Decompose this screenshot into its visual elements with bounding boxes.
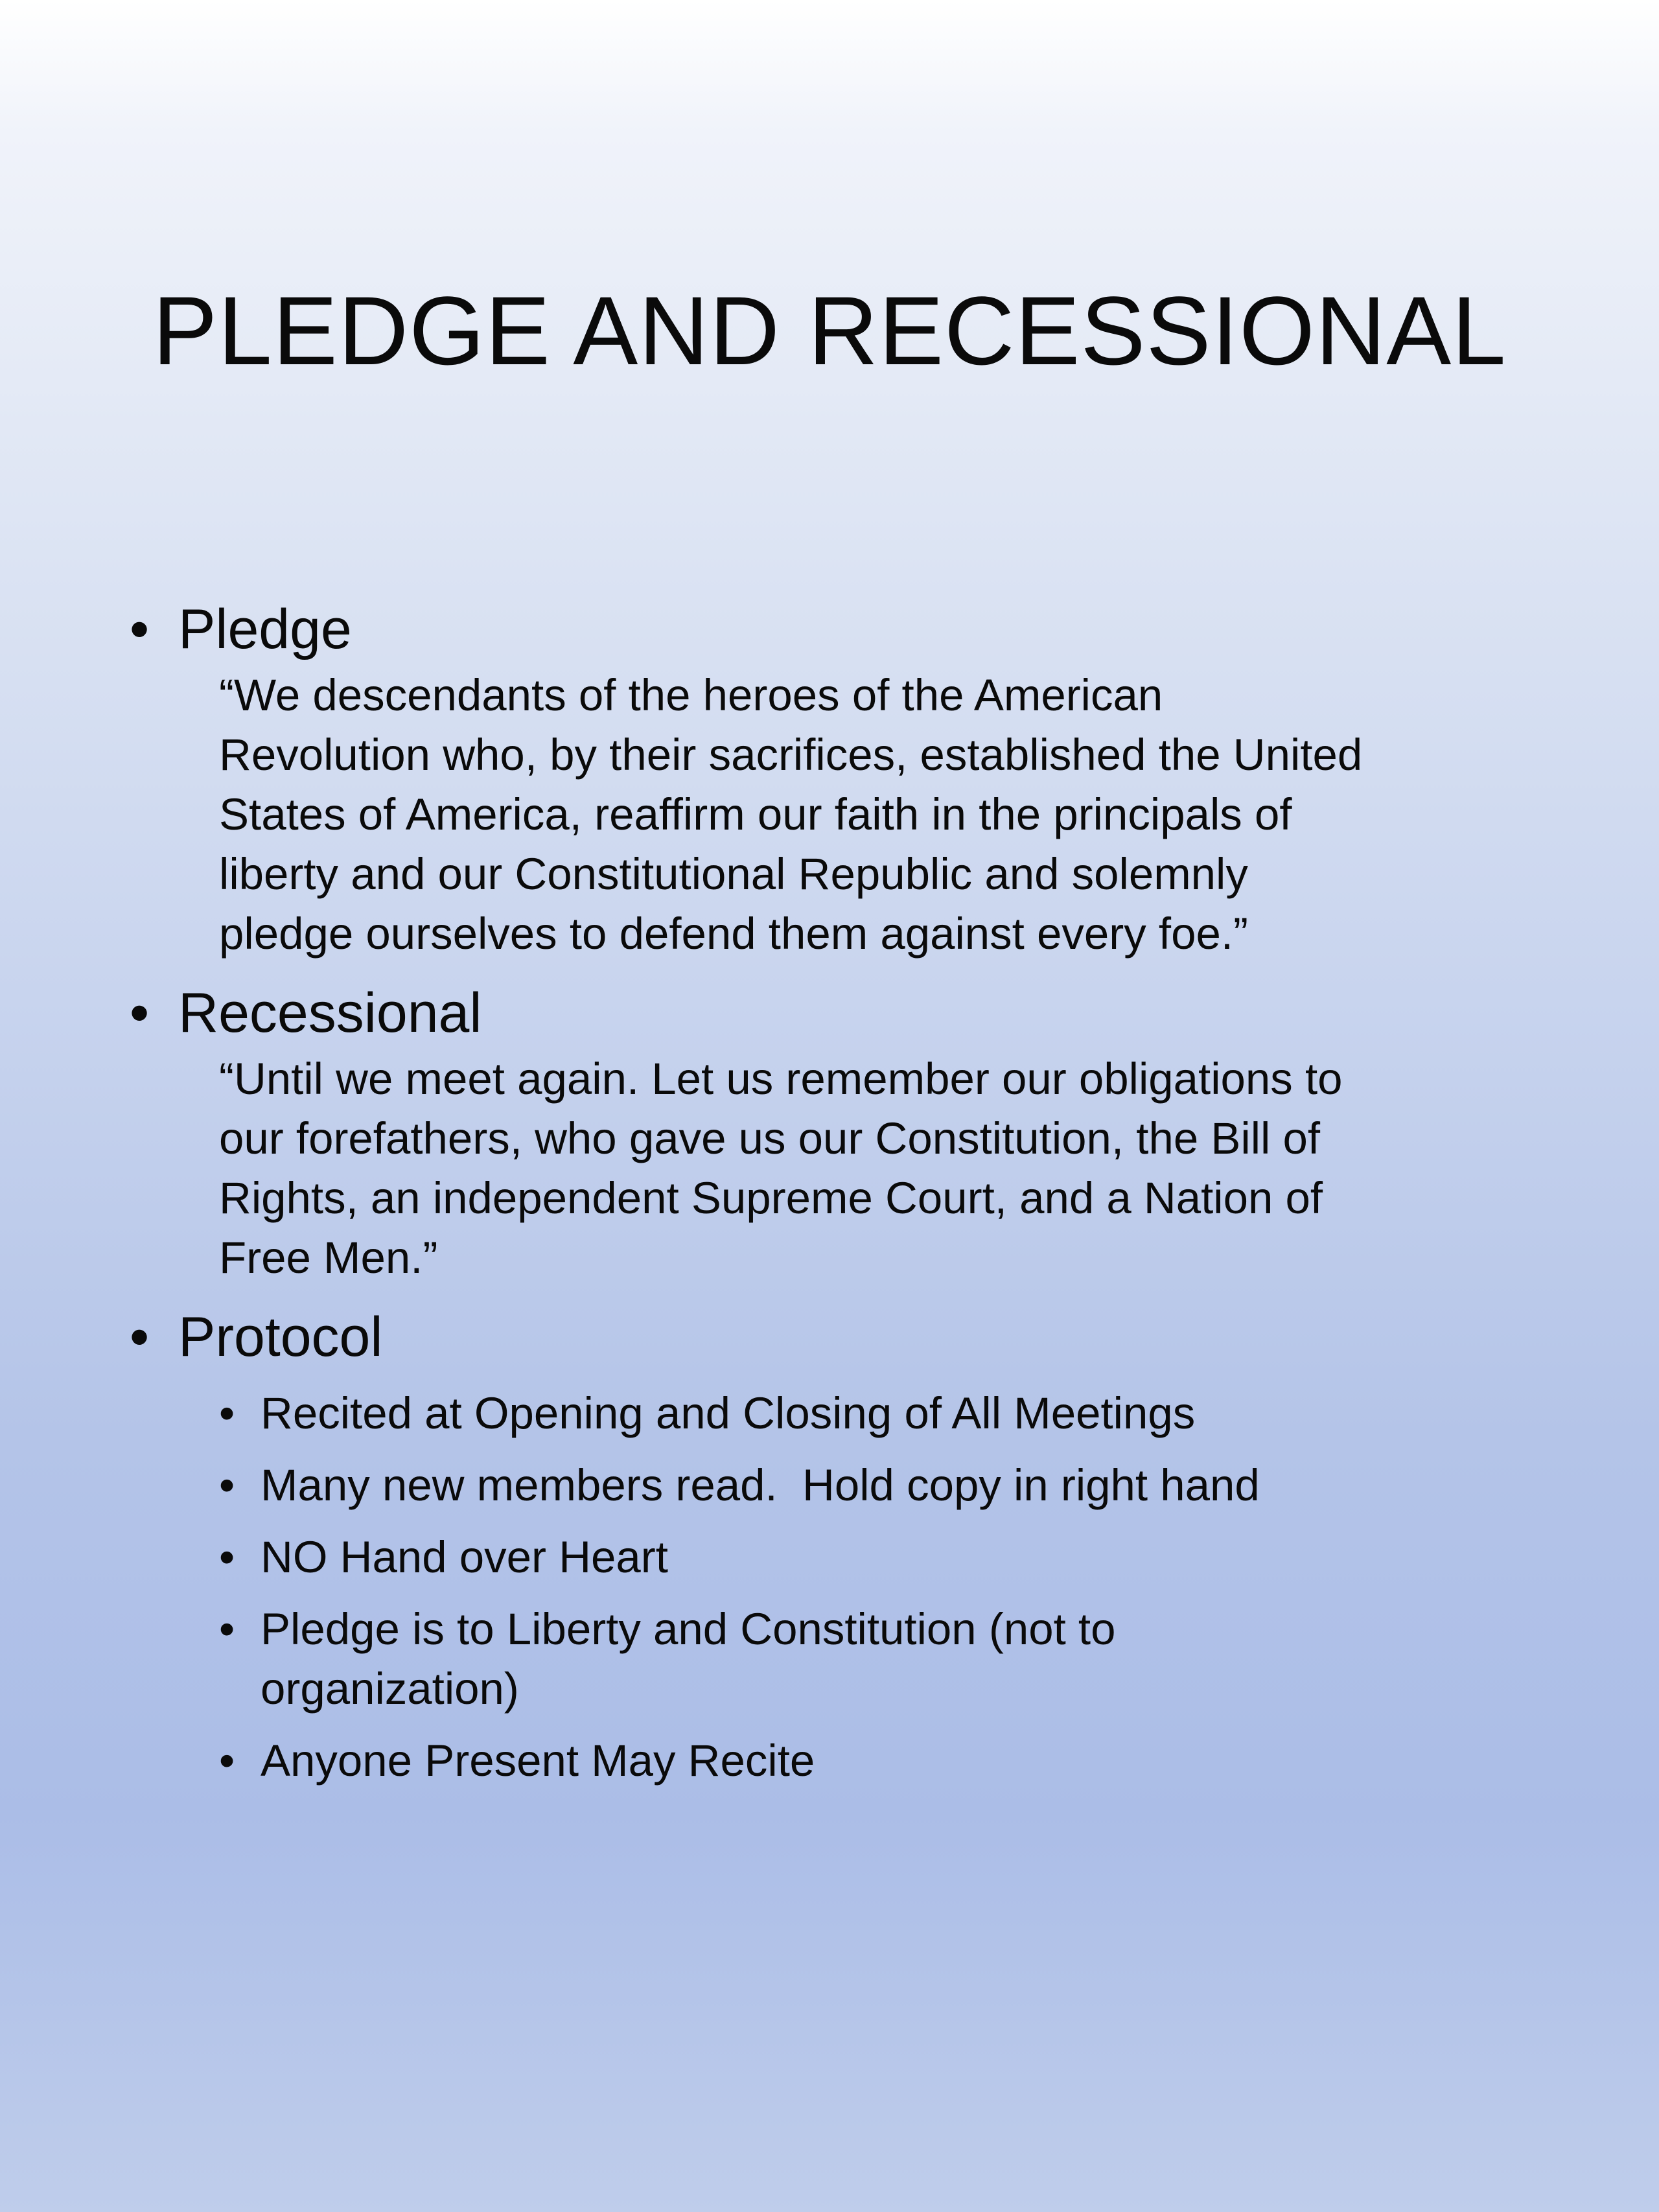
slide-body	[130, 593, 1555, 1803]
protocol-item	[219, 1600, 1555, 1719]
pledge-quote-line: States of America, reaffirm our faith in the principals of	[219, 789, 1292, 839]
recessional-quote-line: our forefathers, who gave us our Constitution, the Bill of	[219, 1113, 1321, 1163]
pledge-quote-line: Revolution who, by their sacrifices, established the United	[219, 730, 1363, 780]
slide-title: PLEDGE AND RECESSIONAL	[152, 276, 1507, 385]
pledge-quote-line: pledge ourselves to defend them against every foe.”	[219, 909, 1248, 959]
protocol-item	[219, 1528, 1555, 1587]
bullet-recessional	[130, 977, 1555, 1049]
protocol-item-text: Anyone Present May Recite	[261, 1736, 815, 1786]
bullet-pledge	[130, 593, 1555, 666]
protocol-item-text: Recited at Opening and Closing of All Meetings	[261, 1388, 1196, 1438]
protocol-item	[219, 1384, 1555, 1443]
bullet-icon: •	[130, 1306, 150, 1368]
sub-bullet-icon: •	[219, 1532, 235, 1582]
protocol-list	[219, 1384, 1555, 1791]
pledge-quote-line: liberty and our Constitutional Republic and solemnly	[219, 849, 1248, 899]
bullet-protocol	[130, 1301, 1555, 1373]
protocol-item-text: NO Hand over Heart	[261, 1532, 668, 1582]
protocol-item	[219, 1731, 1555, 1791]
sub-bullet-icon: •	[219, 1388, 235, 1438]
protocol-item-text: Many new members read. Hold copy in right hand	[261, 1460, 1260, 1510]
recessional-quote	[219, 1049, 1573, 1288]
sub-bullet-icon: •	[219, 1460, 235, 1510]
pledge-quote-line: “We descendants of the heroes of the American	[219, 670, 1163, 720]
recessional-quote-line: Free Men.”	[219, 1233, 438, 1283]
protocol-item-text: Pledge is to Liberty and Constitution (not to	[261, 1604, 1116, 1654]
protocol-item	[219, 1456, 1555, 1515]
recessional-quote-line: Rights, an independent Supreme Court, and a Nation of	[219, 1173, 1323, 1223]
sub-bullet-icon: •	[219, 1604, 235, 1654]
sub-bullet-icon: •	[219, 1736, 235, 1786]
pledge-quote	[219, 666, 1573, 964]
recessional-heading: Recessional	[178, 982, 482, 1044]
protocol-item-text: organization)	[261, 1664, 519, 1714]
bullet-icon: •	[130, 598, 150, 660]
recessional-quote-line: “Until we meet again. Let us remember our obligations to	[219, 1054, 1343, 1104]
pledge-heading: Pledge	[178, 598, 352, 660]
bullet-icon: •	[130, 982, 150, 1044]
protocol-heading: Protocol	[178, 1306, 383, 1368]
